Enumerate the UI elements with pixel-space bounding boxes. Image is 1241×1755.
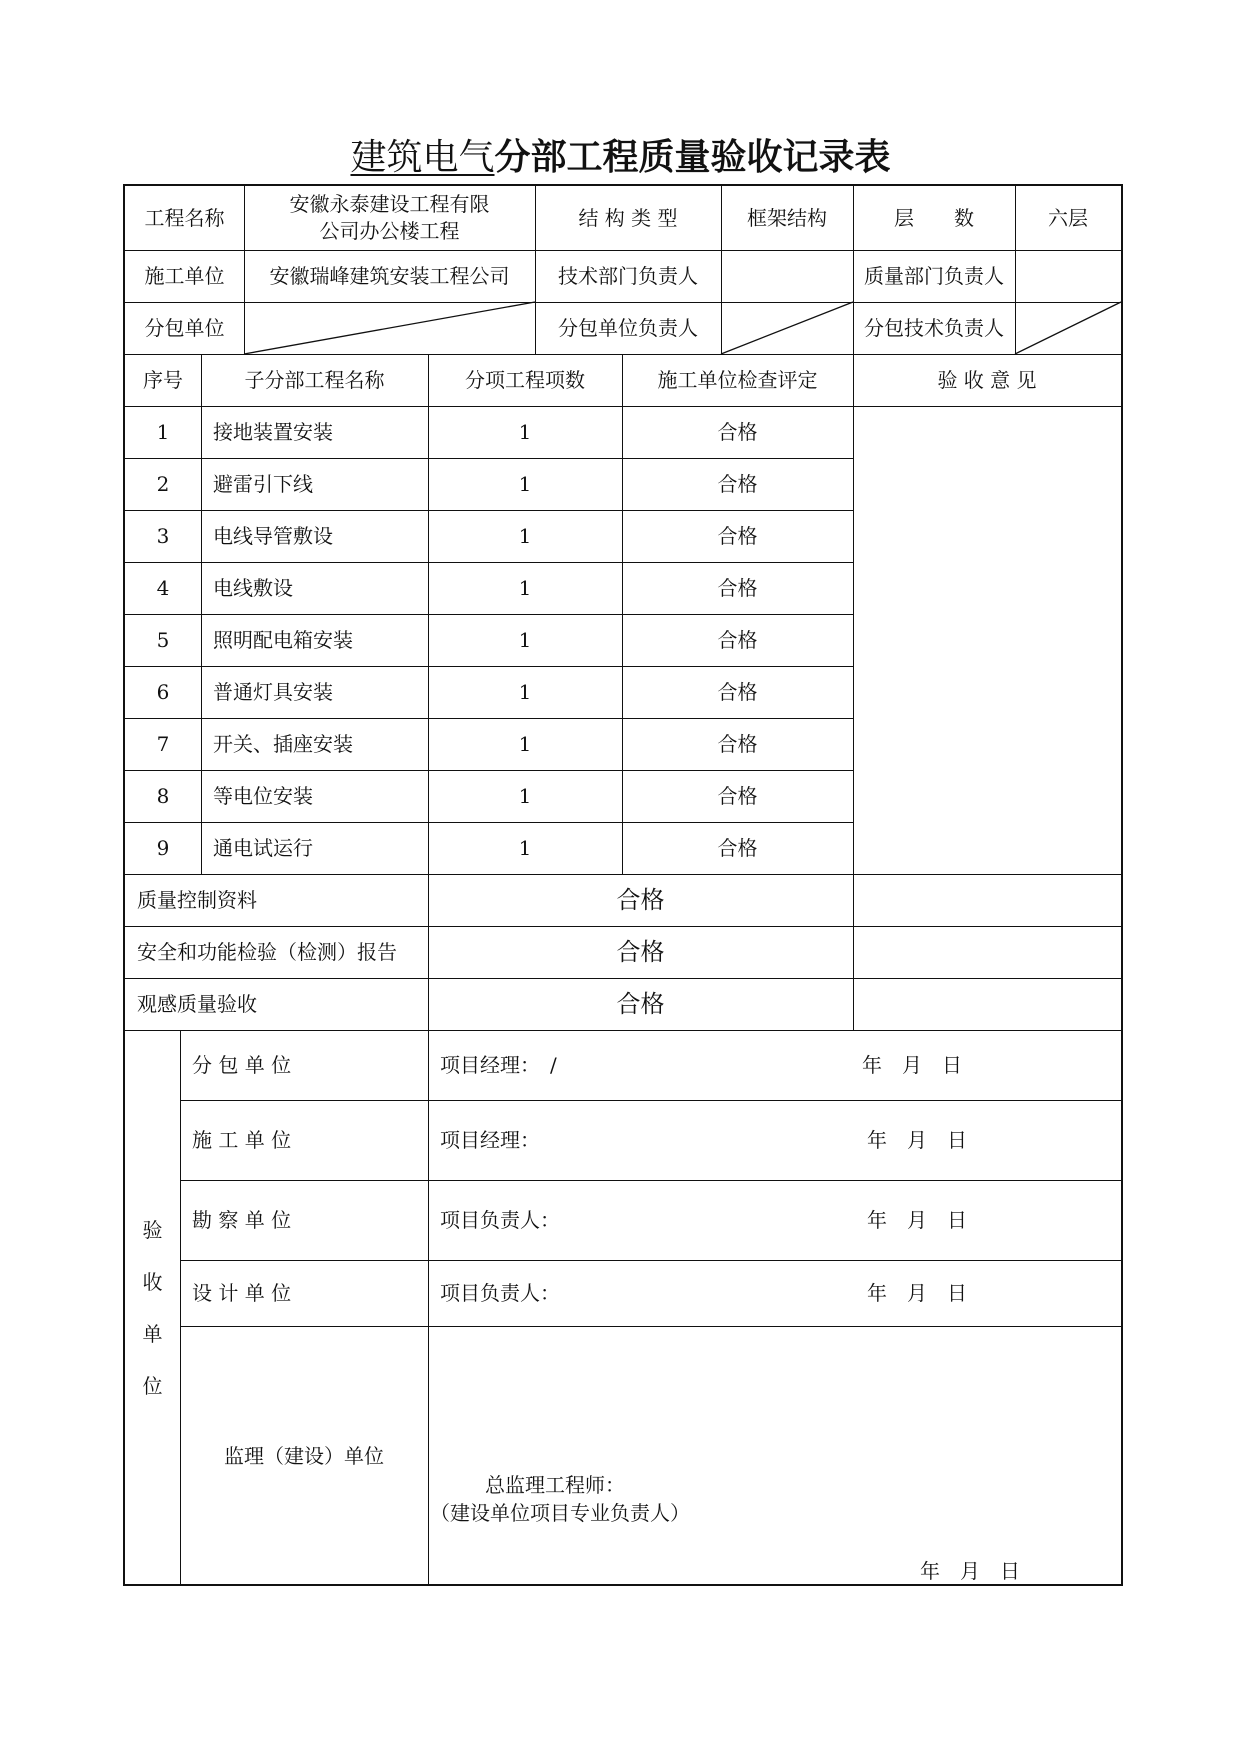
survey-unit-date: 年 月 日 — [867, 1207, 967, 1232]
row-8-no: 8 — [156, 783, 170, 808]
quality-dept-head-value — [1015, 250, 1121, 302]
project-name-label: 工程名称 — [144, 205, 225, 230]
appearance-quality-value: 合格 — [616, 989, 665, 1018]
structure-type-value: 框架结构 — [747, 205, 827, 230]
acceptance-record-table — [123, 184, 1123, 1586]
row-4-name: 电线敷设 — [213, 575, 293, 600]
row-4-count: 1 — [518, 575, 532, 600]
row-2-count: 1 — [518, 471, 532, 496]
survey-unit-label: 勘 察 单 位 — [192, 1207, 292, 1232]
row-7-result: 合格 — [717, 731, 758, 756]
row-8-count: 1 — [518, 783, 532, 808]
row-3-no: 3 — [156, 523, 170, 548]
quality-control-docs-value: 合格 — [616, 885, 665, 914]
row-6-count: 1 — [518, 679, 532, 704]
acceptance-units-group-label: 验 收 单 位 — [142, 1218, 163, 1398]
row-1-no: 1 — [156, 419, 170, 444]
construction-unit-manager: 项目经理： — [440, 1127, 540, 1152]
subcontractor-head-label: 分包单位负责人 — [558, 315, 698, 340]
quality-control-docs-label: 质量控制资料 — [137, 887, 257, 912]
tech-dept-head-label: 技术部门负责人 — [558, 263, 698, 288]
construction-unit-sign-label: 施 工 单 位 — [192, 1127, 292, 1152]
page-title — [0, 132, 1241, 183]
row-1-result: 合格 — [717, 419, 758, 444]
safety-function-report-value: 合格 — [616, 937, 665, 966]
design-unit-label: 设 计 单 位 — [192, 1280, 292, 1305]
row-1-count: 1 — [518, 419, 532, 444]
title-part-2: 分部工程质量验收记录表 — [494, 136, 891, 178]
supervision-unit-date: 年 月 日 — [920, 1558, 1020, 1583]
row-6-result: 合格 — [717, 679, 758, 704]
safety-function-report-label: 安全和功能检验（检测）报告 — [137, 939, 397, 964]
row-5-name: 照明配电箱安装 — [213, 627, 353, 652]
subcontractor-unit-label: 分 包 单 位 — [192, 1052, 292, 1077]
row-9-no: 9 — [156, 835, 170, 860]
row-5-result: 合格 — [717, 627, 758, 652]
chief-supervisor-label: 总监理工程师： — [485, 1472, 625, 1497]
appearance-quality-label: 观感质量验收 — [137, 991, 257, 1016]
row-7-no: 7 — [156, 731, 170, 756]
floors-label: 层 数 — [894, 205, 974, 230]
row-5-no: 5 — [156, 627, 170, 652]
design-unit-manager: 项目负责人： — [440, 1280, 560, 1305]
owner-rep-label: （建设单位项目专业负责人） — [430, 1500, 690, 1525]
row-9-name: 通电试运行 — [213, 835, 313, 860]
design-unit-date: 年 月 日 — [867, 1280, 967, 1305]
row-7-count: 1 — [518, 731, 532, 756]
subcontractor-diagonal — [244, 302, 535, 354]
quality-dept-head-label: 质量部门负责人 — [864, 263, 1004, 288]
row-9-count: 1 — [518, 835, 532, 860]
title-part-1: 建筑电气 — [350, 137, 495, 178]
subcontractor-label: 分包单位 — [144, 315, 225, 340]
floors-value: 六层 — [1048, 205, 1088, 230]
row-4-result: 合格 — [717, 575, 758, 600]
column-header-opinion: 验 收 意 见 — [937, 367, 1037, 392]
tech-dept-head-value — [721, 250, 853, 302]
row-4-no: 4 — [156, 575, 170, 600]
survey-unit-manager: 项目负责人： — [440, 1207, 560, 1232]
supervision-unit-label: 监理（建设）单位 — [224, 1443, 384, 1468]
row-6-name: 普通灯具安装 — [213, 679, 333, 704]
row-7-name: 开关、插座安装 — [213, 731, 353, 756]
structure-type-label: 结 构 类 型 — [578, 205, 678, 230]
project-name-value: 安徽永泰建设工程有限公司办公楼工程 — [289, 192, 490, 243]
row-5-count: 1 — [518, 627, 532, 652]
row-3-name: 电线导管敷设 — [213, 523, 333, 548]
row-2-name: 避雷引下线 — [213, 471, 313, 496]
subcontractor-unit-manager: 项目经理： / — [440, 1052, 557, 1077]
row-1-name: 接地装置安装 — [213, 419, 333, 444]
row-2-result: 合格 — [717, 471, 758, 496]
construction-unit-value: 安徽瑞峰建筑安装工程公司 — [269, 263, 510, 288]
row-3-count: 1 — [518, 523, 532, 548]
subcontractor-unit-date: 年 月 日 — [862, 1052, 962, 1077]
row-6-no: 6 — [156, 679, 170, 704]
construction-unit-date: 年 月 日 — [867, 1127, 967, 1152]
column-header-count: 分项工程项数 — [465, 367, 585, 392]
row-2-no: 2 — [156, 471, 170, 496]
construction-unit-label: 施工单位 — [144, 263, 225, 288]
column-header-no: 序号 — [143, 367, 183, 392]
row-3-result: 合格 — [717, 523, 758, 548]
row-8-result: 合格 — [717, 783, 758, 808]
subcontractor-tech-head-diagonal — [1015, 302, 1121, 354]
row-9-result: 合格 — [717, 835, 758, 860]
row-8-name: 等电位安装 — [213, 783, 313, 808]
column-header-name: 子分部工程名称 — [244, 367, 385, 392]
column-header-result: 施工单位检查评定 — [657, 367, 818, 392]
subcontractor-head-diagonal — [721, 302, 853, 354]
subcontractor-tech-head-label: 分包技术负责人 — [864, 315, 1004, 340]
